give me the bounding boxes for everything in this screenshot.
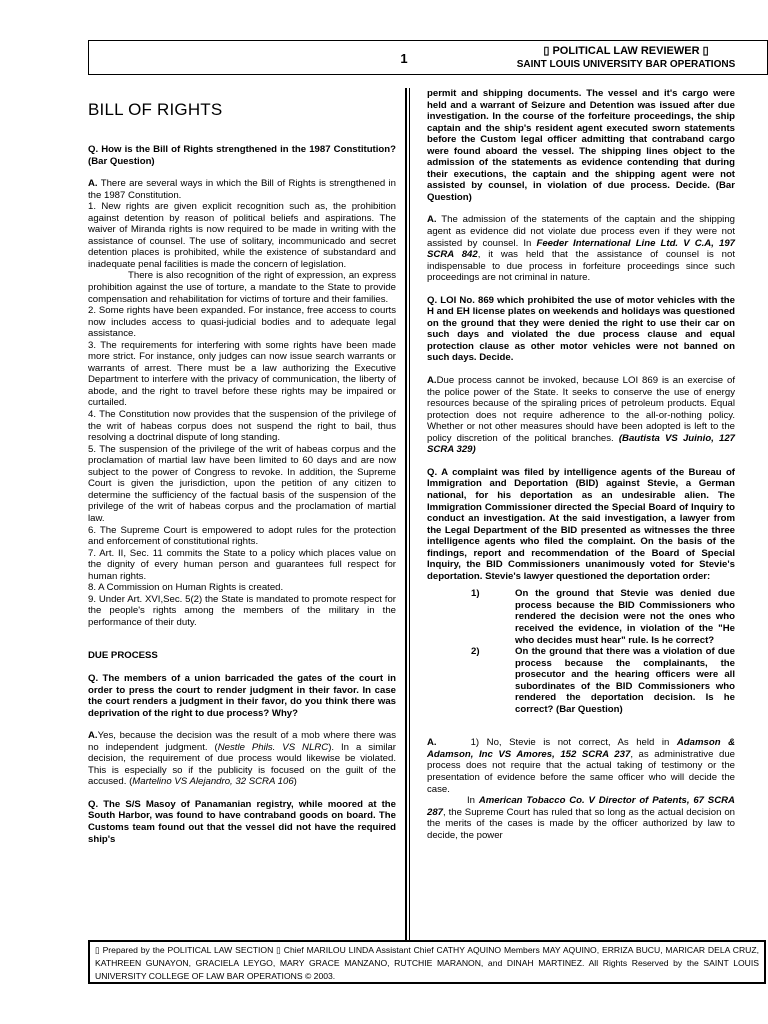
answer-2-text-3: ) bbox=[293, 776, 297, 788]
header-titles bbox=[491, 45, 761, 71]
answer-1-point-4: 4. The Constitution now provides that the suspension of the privilege of the writ of habeas corpus does not suspend the right to bail, thus resolving a doctrinal dispute of long standing. bbox=[88, 409, 396, 444]
school-name: SAINT LOUIS UNIVERSITY BAR OPERATIONS bbox=[516, 59, 736, 70]
answer-4-text: Due process cannot be invoked, because LOI 869 is an exercise of the police power of the State. It seeks to conserve the use of energy resources because of the spiraling prices of petroleum products. Equal protection does not require adherence to the all-or-nothing policy. Whether or not other measures should have been adopted is left to the policy discretion of the political branches. bbox=[427, 375, 735, 444]
question-5-options bbox=[427, 588, 735, 715]
answer-1-point-2: 2. Some rights have been expanded. For instance, free access to courts now includes access to quasi-judicial bodies and to adequate legal assistance. bbox=[88, 305, 396, 340]
option-text: On the ground that Stevie was denied due process because the BID Commissioners who rendered the decision were not the ones who received the evidence, in violation of the "He who decides must hear" rule. Is he correct? bbox=[515, 588, 735, 646]
question-3-start: Q. The S/S Masoy of Panamanian registry, while moored at the South Harbor, was found to have contraband goods on board. The Customs team found out that the vessel did not have the required ship's bbox=[88, 798, 396, 845]
column-divider-inner bbox=[409, 88, 410, 940]
answer-3-case: Feeder International Line Ltd. V C.A, 197 SCRA 842 bbox=[427, 237, 735, 261]
question-1: Q. How is the Bill of Rights strengthened in the 1987 Constitution? (Bar Question) bbox=[88, 144, 396, 167]
answer-1-point-6: 6. The Supreme Court is empowered to adopt rules for the protection and enforcement of constitutional rights. bbox=[88, 524, 396, 548]
answer-4 bbox=[427, 375, 735, 456]
column-divider bbox=[405, 88, 407, 940]
answer-5-text-3: In bbox=[467, 795, 479, 807]
answer-1-point-5: 5. The suspension of the privilege of the writ of habeas corpus and the proclamation of martial law have been limited to 60 days and are now subject to the power of Congress to revoke. In addition, the Supreme Court is given the jurisdiction, upon the petition of any citizen to determine the sufficiency of the factual basis of the suspension of the privilege of the writ of habeas corpus and the proclamation of martial law. bbox=[88, 443, 396, 524]
answer-2 bbox=[88, 730, 396, 788]
answer-5-text-1: 1) No, Stevie is not correct, As held in bbox=[470, 737, 677, 749]
question-3-continued: permit and shipping documents. The vessel and it's cargo were held and a warrant of Seizure and Detention was issued after due investigation. In the course of the forfeiture proceedings, the ship captain and the ship's resident agent executed sworn statements before the Custom legal officer admitting that contraband cargo were found aboard the vessel. The shipping lines object to the admission of the statements as evidence contending that during their executions, the captain and the shipping agent were not assisted by counsel, in violation of due process. Decide. (Bar Question) bbox=[427, 88, 735, 203]
question-2: Q. The members of a union barricaded the gates of the court in order to press the court to render judgment in their favor. In case the court renders a judgment in their favor, do you think there was deprivation of the right to due process? Why? bbox=[88, 672, 396, 719]
answer-3-text-1: The admission of the statements of the captain and the shipping agent as evidence did not violate due process even if they were not assisted by counsel. In bbox=[427, 214, 735, 249]
question-5: Q. A complaint was filed by intelligence agents of the Bureau of Immigration and Deportation (BID) against Stevie, a German national, for his deportation as an undesirable alien. The Immigration Commissioner directed the Special Board of Inquiry to conduct an investigation. At the said investigation, a lawyer from the Legal Department of the BID presented as witnesses the three intelligence agents who filed the complaint. On the basis of the findings, report and recommendation of the Board of Special Inquiry, the BID Commissioners unanimously voted for Stevie's deportation. Stevie's lawyer questioned the deportation order: bbox=[427, 466, 735, 582]
answer-1-point-8: 8. A Commission on Human Rights is created. bbox=[88, 582, 284, 594]
answer-1-point-1: 1. New rights are given explicit recognition such as, the prohibition against detention by reason of political beliefs and aspirations. The waiver of Miranda rights is now required to be made in writing with the assistance of counsel. The use of solitary, incommunicado and secret detention places is prohibited, while the existence of substandard and inadequate penal facilities is made the concern of legislation. bbox=[88, 201, 396, 270]
answer-4-case: (Bautista VS Juinio, 127 SCRA 329) bbox=[427, 432, 735, 456]
answer-1-point-7: 7. Art. II, Sec. 11 commits the State to a policy which places value on the dignity of every human person and guarantees full respect for human rights. bbox=[88, 547, 396, 582]
option-text: On the ground that there was a violation of due process because the complainants, the prosecutor and the hearing officers were all subordinates of the BID Commissioners who rendered the deportation decision. Is he correct? (Bar Question) bbox=[515, 646, 735, 715]
answer-5-text-2: , as administrative due process does not require that the actual taking of testimony or the presentation of evidence before the same officer who will decide the case. bbox=[427, 748, 736, 795]
answer-label: A. bbox=[427, 737, 437, 749]
answer-5-case-2: American Tobacco Co. V Director of Patents, 67 SCRA 287 bbox=[427, 795, 735, 818]
answer-3-text-2: , it was held that the assistance of counsel is not indispensable to due process in forfeiture proceedings since such proceedings are not criminal in nature. bbox=[427, 249, 735, 284]
answer-5-text-4: , the Supreme Court has ruled that so long as the actual decision on the merits of the cases is made by the officer authorized by law to decide, the power bbox=[427, 806, 735, 841]
answer-1-point-3: 3. The requirements for interfering with some rights have been made more strict. For instance, only judges can now issue search warrants or warrants of arrest. There must be a law authorizing the Executive Department to interfere with the privacy of communication, the liberty of abode, and the right to travel before these rights may be impaired or curtailed. bbox=[88, 339, 396, 409]
question-4: Q. LOI No. 869 which prohibited the use of motor vehicles with the H and EH license plates on weekends and holidays was questioned on the ground that they were denied the right to use their car on such days and violated the due process clause and equal protection clause as other motor vehicles were not banned on such days. Decide. bbox=[427, 294, 735, 364]
answer-2-text-2: ). In a similar decision, the requirement of due process would likewise be violated. This is especially so if the publicity is focused on the guilt of the accused. ( bbox=[88, 741, 396, 788]
answer-5 bbox=[427, 737, 735, 795]
answer-1-intro bbox=[88, 178, 396, 201]
right-column bbox=[427, 88, 735, 841]
answer-label: A. bbox=[88, 730, 98, 742]
option-number: 2) bbox=[471, 646, 480, 658]
page-number: 1 bbox=[400, 51, 408, 66]
option-number: 1) bbox=[471, 588, 480, 600]
page-title: BILL OF RIGHTS bbox=[88, 100, 223, 119]
answer-2-case-2: Martelino VS Alejandro, 32 SCRA 106 bbox=[132, 776, 294, 788]
answer-label: A. bbox=[427, 214, 437, 226]
answer-label: A. bbox=[88, 178, 98, 190]
answer-1-intro-text: There are several ways in which the Bill of Rights is strengthened in the 1987 Constitution. bbox=[88, 178, 396, 201]
answer-2-text-1: Yes, because the decision was the result of a mob where there was no independent judgment. ( bbox=[88, 730, 396, 753]
reviewer-title: ▯ POLITICAL LAW REVIEWER ▯ bbox=[543, 45, 709, 57]
option-item bbox=[427, 646, 735, 715]
answer-1-point-9: 9. Under Art. XVI,Sec. 5(2) the State is mandated to promote respect for the people's rights among the members of the military in the performance of their duty. bbox=[88, 593, 396, 628]
answer-label: A. bbox=[427, 375, 437, 387]
answer-5-continued bbox=[427, 795, 735, 841]
option-item bbox=[427, 588, 735, 646]
page-footer: ▯ Prepared by the POLITICAL LAW SECTION ▯ Chief MARILOU LINDA Assistant Chief CATHY AQUINO Members MAY AQUINO, ERRIZA BUCU, MARICAR DELA CRUZ, KATHREEN GUNAYON, GRACIELA LEYGO, MARY GRACE MANZANO, RUTCHIE MARANON, and DINAH MARTINEZ. All Rights Reserved by the SAINT LOUIS UNIVERSITY COLLEGE OF LAW BAR OPERATIONS © 2003. bbox=[88, 940, 766, 984]
section-heading-due-process: DUE PROCESS bbox=[88, 650, 158, 662]
left-column bbox=[88, 84, 396, 845]
page-header bbox=[88, 40, 768, 75]
answer-1-point-1b: There is also recognition of the right of expression, an express prohibition against the use of torture, a mandate to the State to provide compensation and rehabilitation for victims of torture and their families. bbox=[88, 270, 396, 305]
answer-3 bbox=[427, 214, 735, 283]
answer-5-case-1: Adamson & Adamson, Inc VS Amores, 152 SCRA 237 bbox=[427, 737, 735, 760]
answer-2-case-1: Nestle Phils. VS NLRC bbox=[217, 741, 329, 753]
